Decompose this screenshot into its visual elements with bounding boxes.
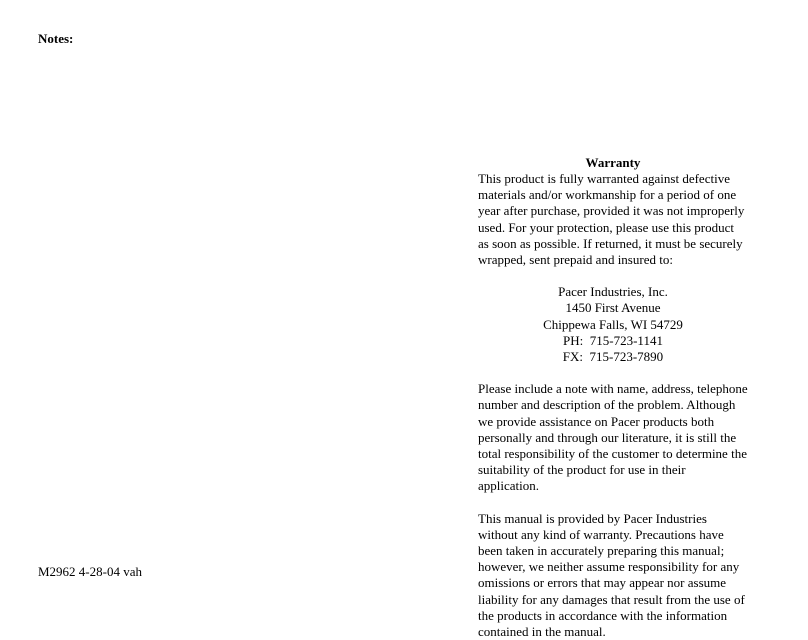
warranty-intro: This product is fully warranted against defective materials and/or workmanship for a period of one year after purchase, provided it was not improperly used. For your protection, please use this product as soon as possible. If returned, it must be securely wrapped, sent prepaid and insured to: [478, 171, 745, 268]
company-address [478, 284, 748, 365]
disclaimer-paragraph: This manual is provided by Pacer Industries without any kind of warranty. Precautions have been taken in accurately preparing this manual; however, we neither assume responsibility for any omissions or errors that may appear nor assume liability for any damages that result from the use of the products in accordance with the information contained in the manual. [478, 510, 745, 640]
phone-number: PH: 715-723-1141 [563, 332, 663, 348]
company-name: Pacer Industries, Inc. [558, 284, 668, 300]
warranty-title: Warranty [585, 155, 641, 170]
notes-heading: Notes: [38, 31, 74, 46]
street-address: 1450 First Avenue [565, 300, 661, 316]
warranty-section [478, 155, 748, 640]
note-paragraph: Please include a note with name, address, telephone number and description of the problem. Although we provide assistance on Pacer products both personally and through our literature, it is still the total responsibility of the customer to determine the suitability of the product for use in their application. [478, 381, 748, 494]
document-code: M2962 4-28-04 vah [38, 564, 142, 579]
paragraph-spacer [478, 495, 748, 511]
fax-number: FX: 715-723-7890 [562, 349, 664, 365]
city-state-zip: Chippewa Falls, WI 54729 [543, 316, 683, 332]
